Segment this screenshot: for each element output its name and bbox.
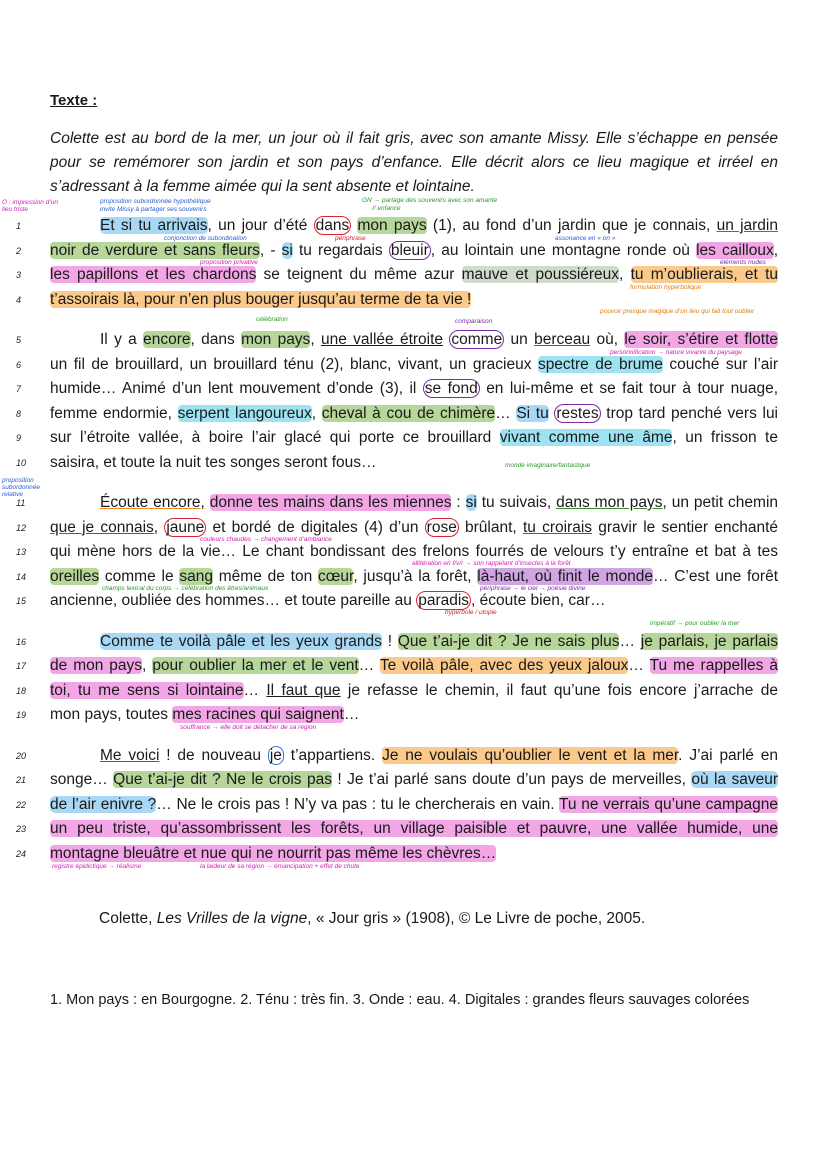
annotated-phrase: dans <box>315 217 350 234</box>
annotated-phrase: Tu ne verrais qu’une campagne <box>559 795 778 813</box>
annotated-phrase: toi, tu me sens si lointaine <box>50 681 244 699</box>
annotated-phrase: où la saveur <box>691 771 778 788</box>
text-line <box>16 377 778 402</box>
text-segment: (1), au fond d’un jardin que je connais, <box>426 217 717 234</box>
annotated-phrase: Tu me rappelles à <box>649 657 779 674</box>
line-number: 3 <box>16 270 22 280</box>
annotation: conjonction de subordination <box>164 235 247 242</box>
text-segment: songe… <box>50 771 114 788</box>
text-segment: ! de nouveau <box>159 746 268 764</box>
text-line <box>16 214 778 239</box>
annotation: invite Missy à partager ses souvenirs <box>100 206 207 213</box>
annotation: registre épidictique → réalisme <box>52 863 142 870</box>
annotated-phrase: mon pays <box>357 217 427 234</box>
intro-paragraph: Colette est au bord de la mer, un jour où il fait gris, avec son amante Missy. Elle s’échappe en pensée pour se remémorer son jardin et son pays d’enfance. Elle décrit alors ce lieu magique et irréel en s’adressant à la femme aimée qui la sent absente et lointaine. <box>50 130 778 195</box>
citation-author: Colette, <box>99 910 157 927</box>
annotated-phrase: mauve et poussiéreux <box>461 266 620 283</box>
text-segment: … <box>495 404 517 422</box>
text-segment: qui mène hors de la vie… Le chant bondissant des frelons fourrés de velours t’y entraîne et bat à tes <box>50 543 778 560</box>
text-line <box>16 768 778 793</box>
line-number: 20 <box>16 750 27 761</box>
text-segment: se teignent du même azur <box>256 266 462 283</box>
annotated-phrase: serpent langoureux <box>177 404 312 422</box>
annotated-phrase: mon pays <box>241 331 311 348</box>
annotation: GN → partage des souvenirs avec son amante <box>362 197 498 204</box>
annotated-phrase: spectre de brume <box>537 355 663 373</box>
annotated-phrase: tu m’oublierais, et tu <box>630 266 778 283</box>
annotated-phrase: cœur <box>318 567 354 585</box>
text-segment: mon pays, toutes <box>50 706 173 723</box>
text-segment: … <box>628 657 650 674</box>
text-segment: , <box>619 266 631 283</box>
annotated-phrase: si <box>465 494 477 511</box>
text-segment: je refasse le chemin, il faut qu’une fois encore j’arrache de <box>340 681 779 699</box>
annotated-phrase: jaune <box>166 518 205 536</box>
text-line <box>16 817 778 842</box>
annotated-phrase: Je ne voulais qu’oublier le vent et la mer <box>382 746 679 764</box>
line-number: 12 <box>16 522 27 533</box>
annotated-phrase: Et si tu arrivais <box>100 217 208 234</box>
annotated-phrase: rose <box>426 518 457 536</box>
annotation: proposition subordonnée hypothétique <box>100 198 211 205</box>
text-segment: , - <box>259 241 282 259</box>
annotated-phrase: noir de verdure et sans fleurs <box>50 241 260 259</box>
annotated-phrase: oreilles <box>50 567 100 585</box>
annotated-phrase: mes racines qui saignent <box>172 706 344 723</box>
annotated-phrase: encore <box>143 331 191 348</box>
text-segment: Il y a <box>100 331 144 348</box>
text-segment: femme endormie, <box>50 404 178 422</box>
annotation: périphrase → le ciel → poésie divine <box>480 585 586 592</box>
text-segment: , <box>773 241 779 259</box>
annotation: proposition subordonnée relative <box>2 477 40 498</box>
text-line <box>16 589 778 614</box>
annotation: champs lexical du corps → célébration des êtres/animaux <box>102 585 269 592</box>
text-segment: ancienne, oubliée des hommes… et toute pareille au <box>50 592 417 609</box>
annotated-phrase: que je connais <box>50 518 154 536</box>
line-number: 14 <box>16 571 27 582</box>
text-segment: où, <box>590 331 625 348</box>
annotation: O : impression d’un lieu triste <box>2 199 58 213</box>
text-segment: en lui-même et se fait tour à tour nuage, <box>479 380 778 397</box>
text-segment: … <box>243 681 267 699</box>
text-line <box>16 654 779 679</box>
annotated-phrase: Que t’ai-je dit ? Ne le crois pas <box>113 771 332 788</box>
annotated-phrase: les cailloux <box>696 241 774 259</box>
annotated-phrase: si <box>281 241 293 259</box>
line-number: 23 <box>16 824 27 834</box>
text-segment: gravir le sentier enchanté <box>592 518 778 536</box>
footnotes: 1. Mon pays : en Bourgogne. 2. Ténu : très fin. 3. Onde : eau. 4. Digitales : grandes fleurs sauvages colorées <box>50 992 750 1008</box>
annotated-phrase: cheval à cou de chimère <box>321 404 496 422</box>
text-segment: , <box>311 404 322 422</box>
text-segment: … <box>619 632 641 650</box>
citation-work: Les Vrilles de la vigne <box>156 910 308 927</box>
annotation: impératif → pour oublier la mer <box>650 620 740 627</box>
text-line <box>16 630 778 655</box>
annotated-phrase: là-haut, où finit le monde <box>477 567 653 585</box>
annotation: assonance en « on » <box>555 235 616 242</box>
text-line <box>16 353 778 378</box>
annotated-phrase: montagne bleuâtre et nue qui ne nourrit pas même les chèvres… <box>50 844 497 862</box>
text-segment: t’appartiens. <box>283 746 383 764</box>
text-segment: … <box>358 657 380 674</box>
annotation: célébration <box>256 316 288 323</box>
text-segment: , jusqu’à la forêt, <box>353 567 478 585</box>
line-number: 5 <box>16 335 22 345</box>
annotation: hyperbole / utopie <box>445 609 497 616</box>
annotated-phrase: paradis <box>418 592 470 609</box>
annotated-phrase: bleuir <box>390 241 429 259</box>
annotated-phrase: Que t’ai-je dit ? Je ne sais plus <box>397 632 620 650</box>
annotation: monde imaginaire/fantastique <box>505 462 591 469</box>
annotated-phrase: Te voilà pâle, avec des yeux jaloux <box>379 657 629 674</box>
annotation: proposition privative <box>200 259 258 266</box>
text-segment: … <box>343 706 360 723</box>
annotated-phrase: les papillons et les chardons <box>50 266 257 283</box>
text-segment: , <box>153 518 165 536</box>
annotated-phrase: se fond <box>424 380 478 397</box>
annotated-phrase: comme <box>451 331 503 348</box>
line-number: 10 <box>16 457 27 468</box>
text-segment: sur l’étroite vallée, à boire l’air glacé qui porte ce brouillard <box>50 429 500 446</box>
annotated-phrase: berceau <box>534 331 591 348</box>
annotation: comparaison <box>455 318 493 325</box>
citation <box>99 910 645 928</box>
text-segment: , un frisson te <box>672 429 778 446</box>
text-segment: . J’ai parlé en <box>678 746 779 764</box>
annotated-phrase: Il faut que <box>266 681 341 699</box>
line-number: 21 <box>16 775 27 785</box>
line-number: 6 <box>16 359 22 370</box>
text-line <box>16 491 779 516</box>
annotation: éléments nudes <box>720 259 766 266</box>
annotated-phrase: le soir, s’étire et flotte <box>624 331 778 348</box>
text-segment: , au lointain une montagne ronde où <box>430 241 697 259</box>
text-segment: , un jour d’été <box>207 217 314 234</box>
text-line <box>16 426 778 451</box>
annotated-phrase: vivant comme une âme <box>499 429 673 446</box>
text-line <box>16 451 778 476</box>
annotated-phrase: restes <box>556 404 599 422</box>
annotated-phrase: sang <box>179 567 213 585</box>
text-line <box>16 679 779 704</box>
line-number: 24 <box>16 848 27 859</box>
text-segment: même de ton <box>212 567 318 585</box>
annotation: personnification → nature vivante du paysage <box>610 349 742 356</box>
text-segment: ! Je t’ai parlé sans doute d’un pays de merveilles, <box>331 771 692 788</box>
text-segment: ! <box>381 632 398 650</box>
annotated-phrase: Me voici <box>100 746 160 764</box>
text-segment: tu regardais <box>292 241 389 259</box>
text-segment: saisira, et toute la nuit tes songes seront fous… <box>50 453 377 471</box>
annotated-phrase: Si tu <box>516 404 549 422</box>
line-number: 16 <box>16 636 27 647</box>
annotated-phrase: Comme te voilà pâle et les yeux grands <box>100 632 382 650</box>
text-segment: comme le <box>99 567 180 585</box>
line-number: 13 <box>16 547 27 557</box>
line-number: 11 <box>16 498 26 508</box>
annotated-phrase: t’assoirais là, pour n’en plus bouger jusqu’au terme de ta vie ! <box>50 290 472 308</box>
text-segment: , un petit chemin <box>662 494 779 511</box>
line-number: 22 <box>16 799 27 810</box>
annotated-phrase: pour oublier la mer et le vent <box>152 657 359 674</box>
annotated-phrase: je parlais, je parlais <box>640 632 778 650</box>
annotated-phrase: tu croirais <box>522 518 593 536</box>
text-segment: tu suivais, <box>476 494 557 511</box>
text-segment: brûlant, <box>458 518 523 536</box>
text-segment: , dans <box>190 331 242 348</box>
line-number: 8 <box>16 408 22 419</box>
annotated-phrase: un jardin <box>716 217 778 234</box>
annotation: couleurs chaudes → changement d’ambiance <box>200 536 332 543</box>
text-segment: , <box>310 331 321 348</box>
annotated-phrase: je <box>269 746 282 764</box>
annotation: allitération en f/v/r → son rappelant d’insectes à la forêt <box>412 560 571 567</box>
annotated-phrase: de l’air enivre ? <box>50 795 157 813</box>
annotation: la laideur de sa région → émancipation + effet de chute <box>200 863 360 870</box>
annotation: formulation hyperbolique <box>630 284 702 291</box>
line-number: 1 <box>16 221 22 231</box>
text-line <box>16 402 779 427</box>
text-line <box>16 744 779 769</box>
text-segment: un <box>504 331 535 348</box>
annotated-phrase: une vallée étroite <box>320 331 444 348</box>
line-number: 9 <box>16 433 22 443</box>
text-segment: trop tard penché vers lui <box>600 404 779 422</box>
citation-details: , « Jour gris » (1908), © Le Livre de poche, 2005. <box>307 910 646 927</box>
annotated-phrase: de mon pays <box>50 657 143 674</box>
line-number: 4 <box>16 294 22 305</box>
section-heading: Texte : <box>50 92 98 109</box>
annotated-phrase: Écoute encore, <box>100 494 205 511</box>
annotation: périphrase <box>335 235 366 242</box>
text-segment: , écoute bien, car… <box>471 592 606 609</box>
line-number: 17 <box>16 661 27 671</box>
line-number: 19 <box>16 710 27 720</box>
text-segment: … C’est une forêt <box>652 567 779 585</box>
annotation: // enfance <box>372 205 401 212</box>
text-segment: et bordé de digitales (4) d’un <box>206 518 425 536</box>
annotated-phrase: dans mon pays <box>556 494 663 511</box>
annotated-phrase: donne tes mains dans les miennes <box>209 494 452 511</box>
text-segment: couché sur l’air <box>662 355 778 373</box>
text-segment: un fil de brouillard, un brouillard ténu (2), blanc, vivant, un gracieux <box>50 355 538 373</box>
text-segment: : <box>451 494 466 511</box>
line-number: 15 <box>16 596 27 606</box>
annotated-phrase: un peu triste, qu’assombrissent les forêts, un village paisible et pauvre, une vallée humide, une <box>50 820 778 837</box>
text-line <box>16 239 779 264</box>
annotation: pouvoir presque magique d’un lieu qui fait tout oublier <box>600 308 755 315</box>
line-number: 2 <box>16 245 22 256</box>
text-line <box>16 516 778 541</box>
annotation: souffrance → elle doit se détacher de sa région <box>180 724 317 731</box>
text-segment: humide… Animé d’un lent mouvement d’onde (3), il <box>50 380 423 397</box>
line-number: 7 <box>16 384 22 394</box>
text-line <box>16 703 778 728</box>
text-line <box>16 793 778 818</box>
line-number: 18 <box>16 685 27 696</box>
text-line <box>16 842 778 867</box>
text-segment: , <box>142 657 153 674</box>
text-segment: … Ne le crois pas ! N’y va pas : tu le chercherais en vain. <box>156 795 560 813</box>
